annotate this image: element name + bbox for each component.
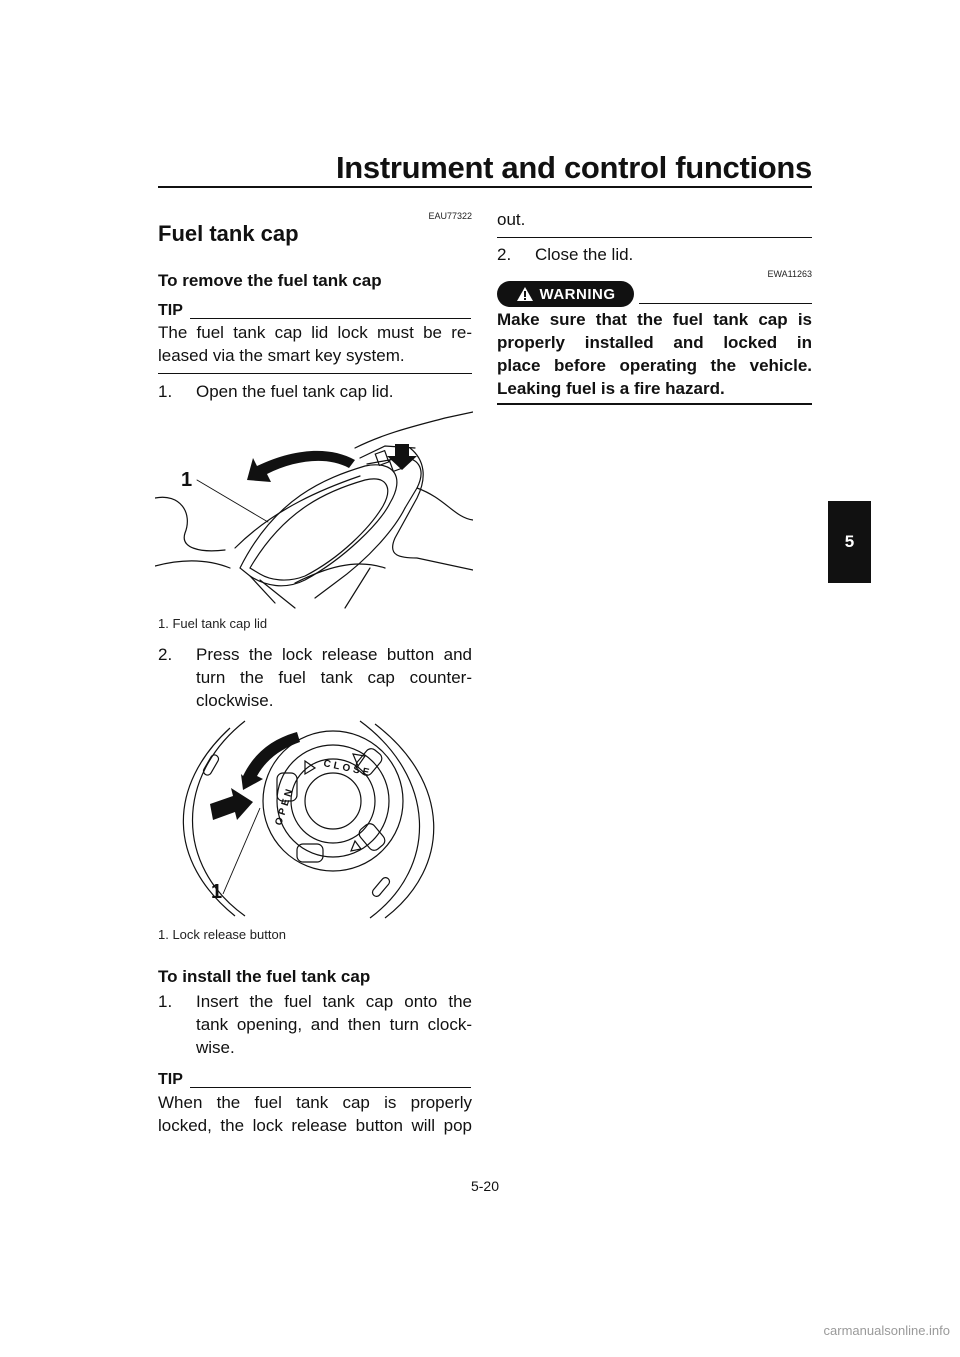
step-close-lid: 2. Close the lid. xyxy=(497,245,634,264)
page-header-title: Instrument and control functions xyxy=(335,150,812,185)
tip-label: TIP xyxy=(158,302,183,319)
tip-end-rule xyxy=(158,373,472,374)
step-press-release: 2. Press the lock release button and turn the fuel tank cap counter- clockwise. xyxy=(158,645,472,710)
section-code: EAU77322 xyxy=(428,211,472,221)
tip-text: The fuel tank cap lid lock must be re- leased via the smart key system. xyxy=(158,323,472,365)
tip2-continued: out. xyxy=(497,210,526,229)
lock-release-illustration xyxy=(155,716,473,920)
close-label: CLOSE xyxy=(322,758,374,780)
warning-badge xyxy=(497,281,634,307)
fig1-caption: 1. Fuel tank cap lid xyxy=(158,616,268,631)
tip2-text: When the fuel tank cap is properly locked, the lock release button will pop xyxy=(158,1093,472,1135)
warning-label: WARNING xyxy=(539,285,616,303)
warning-triangle-icon xyxy=(516,286,534,302)
watermark: carmanualsonline.info xyxy=(823,1323,950,1338)
header-rule xyxy=(158,186,812,188)
warning-rule xyxy=(639,303,812,304)
warning-code: EWA11263 xyxy=(767,269,812,279)
tip-rule xyxy=(190,318,471,319)
open-label: OPEN xyxy=(273,785,297,827)
fig2-caption: 1. Lock release button xyxy=(158,927,286,942)
page-number: 5-20 xyxy=(470,1178,500,1194)
step-insert-cap: 1. Insert the fuel tank cap onto the tank opening, and then turn clock- wise. xyxy=(158,992,472,1057)
chapter-tab: 5 xyxy=(828,501,871,583)
fuel-tank-lid-illustration xyxy=(155,408,473,612)
fig1-callout: 1 xyxy=(181,469,193,491)
install-heading: To install the fuel tank cap xyxy=(158,967,371,986)
step-open-lid: 1. Open the fuel tank cap lid. xyxy=(158,382,394,401)
section-title: Fuel tank cap xyxy=(158,221,299,246)
warning-text: Make sure that the fuel tank cap is properly installed and locked in place before operating the vehicle. Leaking fuel is a fire hazard. xyxy=(497,310,812,398)
tip2-end-rule xyxy=(497,237,812,238)
fig2-callout: 1 xyxy=(211,881,223,903)
tip2-label: TIP xyxy=(158,1071,183,1088)
warning-end-rule xyxy=(497,403,812,405)
remove-heading: To remove the fuel tank cap xyxy=(158,271,382,290)
tip2-rule xyxy=(190,1087,471,1088)
